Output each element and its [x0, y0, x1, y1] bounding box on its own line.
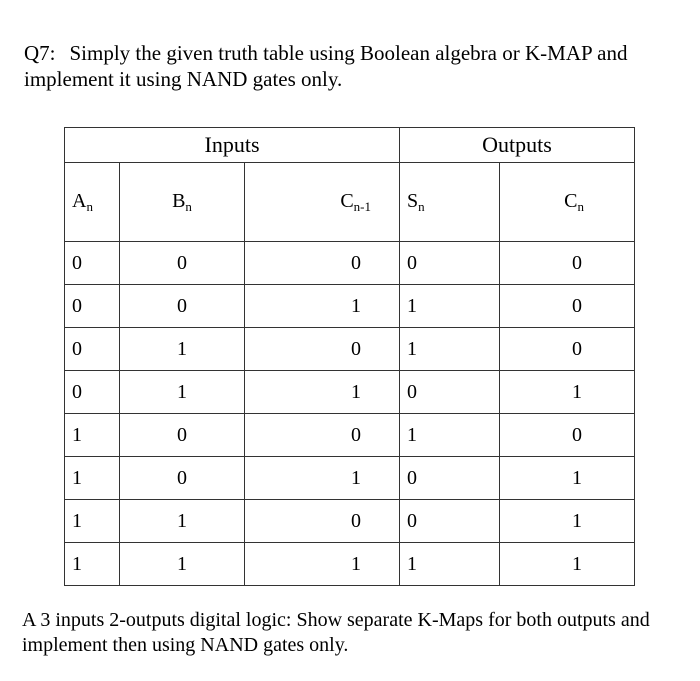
question-text [24, 40, 696, 92]
col-header-cn-1 [245, 163, 400, 242]
table-row [65, 371, 635, 414]
col-cn1-sub: n-1 [353, 198, 371, 214]
col-an-sub: n [86, 198, 93, 214]
cell-cn: 0 [500, 242, 635, 285]
cell-sn: 0 [400, 242, 500, 285]
cell-cn: 1 [500, 371, 635, 414]
cell-an: 1 [65, 500, 120, 543]
col-cn1-base: C [340, 189, 354, 212]
inputs-group-header: Inputs [65, 128, 400, 163]
cell-bn: 1 [120, 500, 245, 543]
table-row [65, 414, 635, 457]
table-row [65, 285, 635, 328]
cell-bn: 1 [120, 543, 245, 586]
cell-cn-1: 1 [245, 285, 400, 328]
col-sn-base: S [407, 189, 419, 212]
cell-bn: 0 [120, 285, 245, 328]
column-header-row [65, 163, 635, 242]
cell-sn: 0 [400, 457, 500, 500]
cell-cn-1: 1 [245, 371, 400, 414]
col-bn-base: B [172, 189, 186, 212]
outputs-group-header: Outputs [400, 128, 635, 163]
col-sn-sub: n [418, 198, 425, 214]
col-an-base: A [72, 189, 87, 212]
cell-an: 1 [65, 414, 120, 457]
cell-cn-1: 1 [245, 543, 400, 586]
cell-sn: 1 [400, 328, 500, 371]
table-row [65, 328, 635, 371]
footer-instruction: A 3 inputs 2-outputs digital logic: Show separate K-Maps for both outputs and implement then using NAND gates only. [22, 609, 650, 656]
cell-sn: 1 [400, 414, 500, 457]
table-row [65, 543, 635, 586]
col-header-bn [120, 163, 245, 242]
cell-cn: 1 [500, 543, 635, 586]
cell-sn: 0 [400, 371, 500, 414]
col-cn-sub: n [577, 198, 584, 214]
truth-table [64, 127, 635, 586]
cell-cn-1: 0 [245, 500, 400, 543]
cell-sn: 0 [400, 500, 500, 543]
col-header-cn [500, 163, 635, 242]
cell-an: 0 [65, 371, 120, 414]
cell-bn: 1 [120, 371, 245, 414]
cell-sn: 1 [400, 285, 500, 328]
cell-cn: 1 [500, 500, 635, 543]
cell-cn: 1 [500, 457, 635, 500]
cell-cn-1: 0 [245, 328, 400, 371]
cell-bn: 0 [120, 414, 245, 457]
question-body: Simply the given truth table using Boolean algebra or K-MAP and implement it using NAND gates only. [24, 41, 628, 91]
col-header-sn [400, 163, 500, 242]
table-row [65, 457, 635, 500]
cell-an: 0 [65, 328, 120, 371]
cell-cn-1: 0 [245, 242, 400, 285]
cell-an: 1 [65, 457, 120, 500]
cell-bn: 1 [120, 328, 245, 371]
table-row [65, 500, 635, 543]
cell-an: 0 [65, 242, 120, 285]
col-header-an [65, 163, 120, 242]
col-bn-sub: n [185, 198, 192, 214]
cell-bn: 0 [120, 457, 245, 500]
col-cn-base: C [564, 189, 578, 212]
cell-an: 0 [65, 285, 120, 328]
cell-cn-1: 1 [245, 457, 400, 500]
question-label: Q7: [24, 41, 56, 65]
cell-sn: 1 [400, 543, 500, 586]
group-header-row [65, 128, 635, 163]
cell-cn: 0 [500, 328, 635, 371]
cell-cn: 0 [500, 285, 635, 328]
table-row [65, 242, 635, 285]
cell-cn-1: 0 [245, 414, 400, 457]
cell-an: 1 [65, 543, 120, 586]
cell-bn: 0 [120, 242, 245, 285]
cell-cn: 0 [500, 414, 635, 457]
